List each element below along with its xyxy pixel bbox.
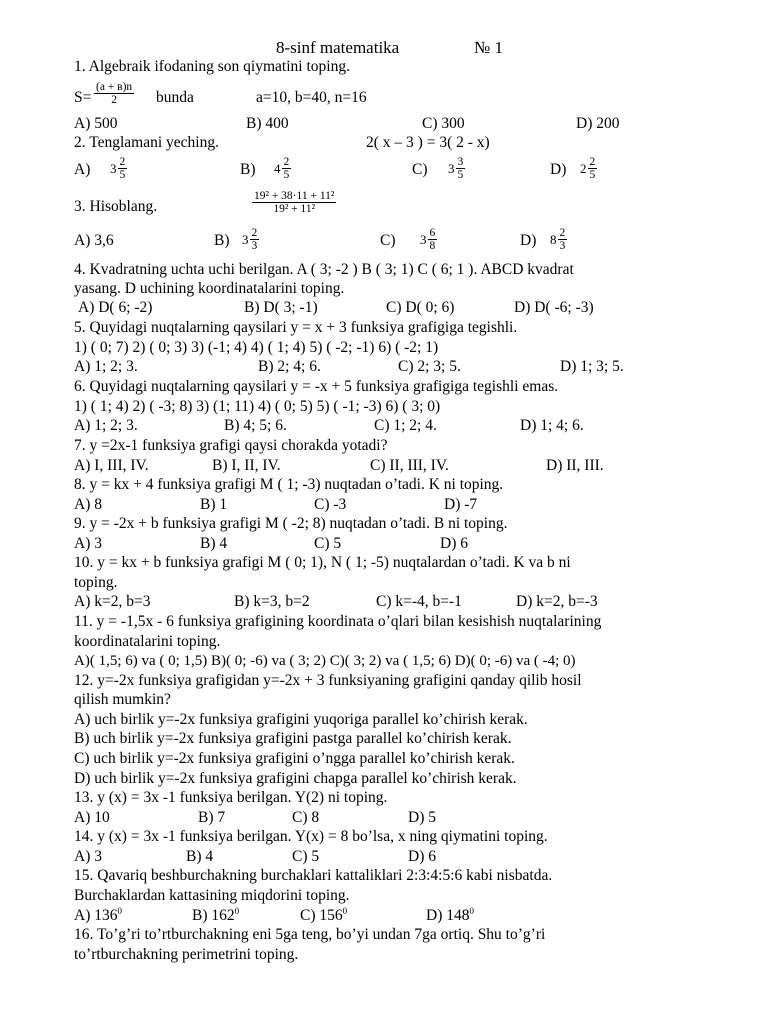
- q2-c-den: 5: [457, 169, 464, 181]
- q4-option-b: B) D( 3; -1): [244, 299, 318, 316]
- q16-line-2: to’rtburchakning perimetrini toping.: [74, 946, 299, 963]
- q15-option-b: [192, 906, 239, 926]
- q2-c-num: 3: [457, 156, 464, 168]
- q1-option-a: A) 500: [74, 115, 118, 132]
- q3-option-c: [420, 227, 437, 252]
- q3-d-whole: 8: [550, 231, 557, 247]
- q9-options: [74, 534, 734, 554]
- q12-option-a: A) uch birlik y=-2x funksiya grafigini yuqoriga parallel ko’chirish kerak.: [74, 711, 528, 728]
- q3-option-b: [242, 227, 259, 252]
- q2-a-whole: 3: [110, 160, 117, 176]
- q7-option-a: A) I, III, IV.: [74, 457, 149, 474]
- q6-line-1: 6. Quyidagi nuqtalarning qaysilari y = -x + 5 funksiya grafigiga tegishli emas.: [74, 378, 559, 395]
- q3-fraction: [252, 190, 336, 215]
- q3-d-den: 3: [559, 240, 566, 252]
- q2-option-a: [110, 156, 127, 181]
- q6-option-c: C) 1; 2; 4.: [374, 417, 437, 434]
- q15-line-2: Burchaklardan kattasining miqdorini toping.: [74, 887, 350, 904]
- q3-option-c-label: C): [380, 232, 396, 249]
- q10-line-2: toping.: [74, 574, 118, 591]
- q1-options: [74, 114, 734, 134]
- q13-option-c: C) 8: [292, 809, 320, 826]
- q2-options: [74, 158, 734, 186]
- q2-c-whole: 3: [448, 160, 455, 176]
- q2-equation: 2( x – 3 ) = 3( 2 - x): [366, 134, 490, 151]
- q4-option-c: C) D( 0; 6): [386, 299, 455, 316]
- q1-fraction: [94, 81, 134, 106]
- q14-option-a: A) 3: [74, 848, 102, 865]
- q12-option-c: C) uch birlik y=-2x funksiya grafigini o’ngga parallel ko’chirish kerak.: [74, 750, 515, 767]
- q3-b-whole: 3: [242, 231, 249, 247]
- q3-line: [74, 190, 734, 224]
- q12-option-b: B) uch birlik y=-2x funksiya grafigini pastga parallel ko’chirish kerak.: [74, 730, 512, 747]
- q3-c-num: 6: [429, 227, 436, 239]
- q2-d-whole: 2: [580, 160, 587, 176]
- q2-option-a-label: A): [74, 161, 91, 178]
- q14-option-c: C) 5: [292, 848, 320, 865]
- q8-option-a: A) 8: [74, 496, 102, 513]
- q15-options: [74, 906, 734, 926]
- q14-options: [74, 847, 734, 867]
- q4-option-a: A) D( 6; -2): [78, 299, 153, 316]
- q13-options: [74, 808, 734, 828]
- q2-option-b: [274, 156, 291, 181]
- q6-options: [74, 416, 734, 436]
- q15-option-a: [74, 906, 122, 926]
- q9-line-1: 9. y = -2x + b funksiya grafigi M ( -2; 8) nuqtadan o’tadi. B ni toping.: [74, 515, 508, 532]
- degree-mark: 0: [469, 905, 474, 916]
- q2-text: 2. Tenglamani yeching.: [74, 134, 219, 151]
- q1-values: a=10, b=40, n=16: [256, 89, 367, 106]
- q10-option-b: B) k=3, b=2: [234, 593, 310, 610]
- q6-option-d: D) 1; 4; 6.: [520, 417, 584, 434]
- q2-line: [74, 133, 734, 153]
- q14-option-b: B) 4: [186, 848, 214, 865]
- q5-option-c: C) 2; 3; 5.: [398, 358, 461, 375]
- q9-option-d: D) 6: [440, 535, 468, 552]
- q5-option-b: B) 2; 4; 6.: [258, 358, 321, 375]
- q6-points: 1) ( 1; 4) 2) ( -3; 8) 3) (1; 11) 4) ( 0; 5) 5) ( -1; -3) 6) ( 3; 0): [74, 398, 441, 415]
- q1-formula: [74, 81, 734, 112]
- q16-line-1: 16. To’g’ri to’rtburchakning eni 5ga teng, bo’yi undan 7ga ortiq. Shu to’g’ri: [74, 926, 546, 943]
- q4-line-2: yasang. D uchining koordinatalarini toping.: [74, 280, 345, 297]
- q1-frac-num: (a + в)n: [96, 81, 133, 93]
- q3-d-num: 2: [559, 227, 566, 239]
- q4-options: [74, 298, 734, 318]
- q8-option-d: D) -7: [444, 496, 478, 513]
- q11-line-1: 11. y = -1,5x - 6 funksiya grafigining koordinata o’qlari bilan kesishish nuqtalarining: [74, 613, 602, 630]
- q2-b-whole: 4: [274, 160, 281, 176]
- degree-mark: 0: [117, 905, 122, 916]
- q9-option-a: A) 3: [74, 535, 102, 552]
- q2-a-num: 2: [119, 156, 126, 168]
- q10-line-1: 10. y = kx + b funksiya grafigi M ( 0; 1), N ( 1; -5) nuqtalardan o’tadi. K va b ni: [74, 554, 571, 571]
- q12-line-1: 12. y=-2x funksiya grafigidan y=-2x + 3 funksiyaning grafigini qanday qilib hosil: [74, 672, 582, 689]
- q15-option-b-value: B) 162: [192, 907, 235, 924]
- q2-option-c: [448, 156, 465, 181]
- q3-options: [74, 229, 734, 257]
- q14-line-1: 14. y (x) = 3x -1 funksiya berilgan. Y(x) = 8 bo’lsa, x ning qiymatini toping.: [74, 828, 548, 845]
- q14-option-d: D) 6: [408, 848, 436, 865]
- q2-option-c-label: C): [412, 161, 428, 178]
- q13-option-b: B) 7: [198, 809, 226, 826]
- q3-option-a: A) 3,6: [74, 232, 114, 249]
- q2-b-den: 5: [283, 169, 290, 181]
- q10-options: [74, 592, 734, 612]
- q9-option-c: C) 5: [314, 535, 342, 552]
- q5-points: 1) ( 0; 7) 2) ( 0; 3) 3) (-1; 4) 4) ( 1; 4) 5) ( -2; -1) 6) ( -2; 1): [74, 339, 439, 356]
- worksheet-title: 8-sinf matematika: [276, 38, 400, 57]
- q9-option-b: B) 4: [200, 535, 228, 552]
- q1-option-b: B) 400: [246, 115, 289, 132]
- q1-frac-den: 2: [111, 94, 117, 106]
- q1-option-d: D) 200: [576, 115, 620, 132]
- q13-option-d: D) 5: [408, 809, 436, 826]
- q10-option-d: D) k=2, b=-3: [516, 593, 598, 610]
- q3-c-whole: 3: [420, 231, 427, 247]
- q1-text: 1. Algebraik ifodaning son qiymatini toping.: [74, 58, 350, 75]
- q2-a-den: 5: [119, 169, 126, 181]
- q12-option-d: D) uch birlik y=-2x funksiya grafigini chapga parallel ko’chirish kerak.: [74, 770, 517, 787]
- q2-option-d: [580, 156, 597, 181]
- q11-line-2: koordinatalarini toping.: [74, 633, 221, 650]
- q15-option-c-value: C) 156: [300, 907, 343, 924]
- q3-option-d-label: D): [520, 232, 537, 249]
- degree-mark: 0: [234, 905, 240, 916]
- q4-option-d: D) D( -6; -3): [514, 299, 594, 316]
- q8-line-1: 8. y = kx + 4 funksiya grafigi M ( 1; -3) nuqtadan o’tadi. K ni toping.: [74, 476, 504, 493]
- q7-option-b: B) I, II, IV.: [212, 457, 281, 474]
- q15-option-d: [426, 906, 474, 926]
- q1-s-prefix: S=: [74, 89, 92, 106]
- q8-option-b: B) 1: [200, 496, 228, 513]
- q3-frac-den: 19² + 11²: [273, 203, 316, 215]
- q11-options: A)( 1,5; 6) va ( 0; 1,5) B)( 0; -6) va ( 3; 2) C)( 3; 2) va ( 1,5; 6) D)( 0; -6) va ( -4; 0): [74, 653, 576, 669]
- q10-option-a: A) k=2, b=3: [74, 593, 151, 610]
- q3-option-b-label: B): [214, 232, 230, 249]
- q2-d-num: 2: [589, 156, 596, 168]
- q13-option-a: A) 10: [74, 809, 110, 826]
- q3-frac-num: 19² + 38·11 + 11²: [254, 190, 335, 202]
- q3-text: 3. Hisoblang.: [74, 198, 158, 215]
- q15-line-1: 15. Qavariq beshburchakning burchaklari kattaliklari 2:3:4:5:6 kabi nisbatda.: [74, 867, 553, 884]
- q1-option-c: C) 300: [422, 115, 465, 132]
- q7-line-1: 7. y =2x-1 funksiya grafigi qaysi chorakda yotadi?: [74, 437, 388, 454]
- q13-line-1: 13. y (x) = 3x -1 funksiya berilgan. Y(2) ni toping.: [74, 789, 388, 806]
- q10-option-c: C) k=-4, b=-1: [376, 593, 462, 610]
- q5-option-d: D) 1; 3; 5.: [560, 358, 624, 375]
- q3-c-den: 8: [429, 240, 436, 252]
- q2-option-d-label: D): [550, 161, 567, 178]
- q2-b-num: 2: [283, 156, 290, 168]
- q5-line-1: 5. Quyidagi nuqtalarning qaysilari y = x + 3 funksiya grafigiga tegishli.: [74, 319, 518, 336]
- q7-option-c: C) II, III, IV.: [370, 457, 449, 474]
- q4-line-1: 4. Kvadratning uchta uchi berilgan. A ( 3; -2 ) B ( 3; 1) C ( 6; 1 ). ABCD kvadrat: [74, 261, 574, 278]
- q8-options: [74, 495, 734, 515]
- q15-option-d-value: D) 148: [426, 907, 470, 924]
- q8-option-c: C) -3: [314, 496, 347, 513]
- q5-options: [74, 357, 734, 377]
- q1-bunda: bunda: [156, 89, 194, 106]
- q12-line-2: qilish mumkin?: [74, 691, 171, 708]
- q6-option-a: A) 1; 2; 3.: [74, 417, 138, 434]
- q5-option-a: A) 1; 2; 3.: [74, 358, 138, 375]
- degree-mark: 0: [342, 905, 348, 916]
- q15-option-a-value: A) 136: [74, 907, 118, 924]
- q3-option-d: [550, 227, 567, 252]
- q3-b-num: 2: [251, 227, 258, 239]
- q7-option-d: D) II, III.: [546, 457, 604, 474]
- worksheet-number: № 1: [474, 38, 503, 57]
- q3-b-den: 3: [251, 240, 258, 252]
- q2-option-b-label: B): [240, 161, 256, 178]
- q7-options: [74, 456, 734, 476]
- q15-option-c: [300, 906, 347, 926]
- q2-d-den: 5: [589, 169, 596, 181]
- q6-option-b: B) 4; 5; 6.: [224, 417, 287, 434]
